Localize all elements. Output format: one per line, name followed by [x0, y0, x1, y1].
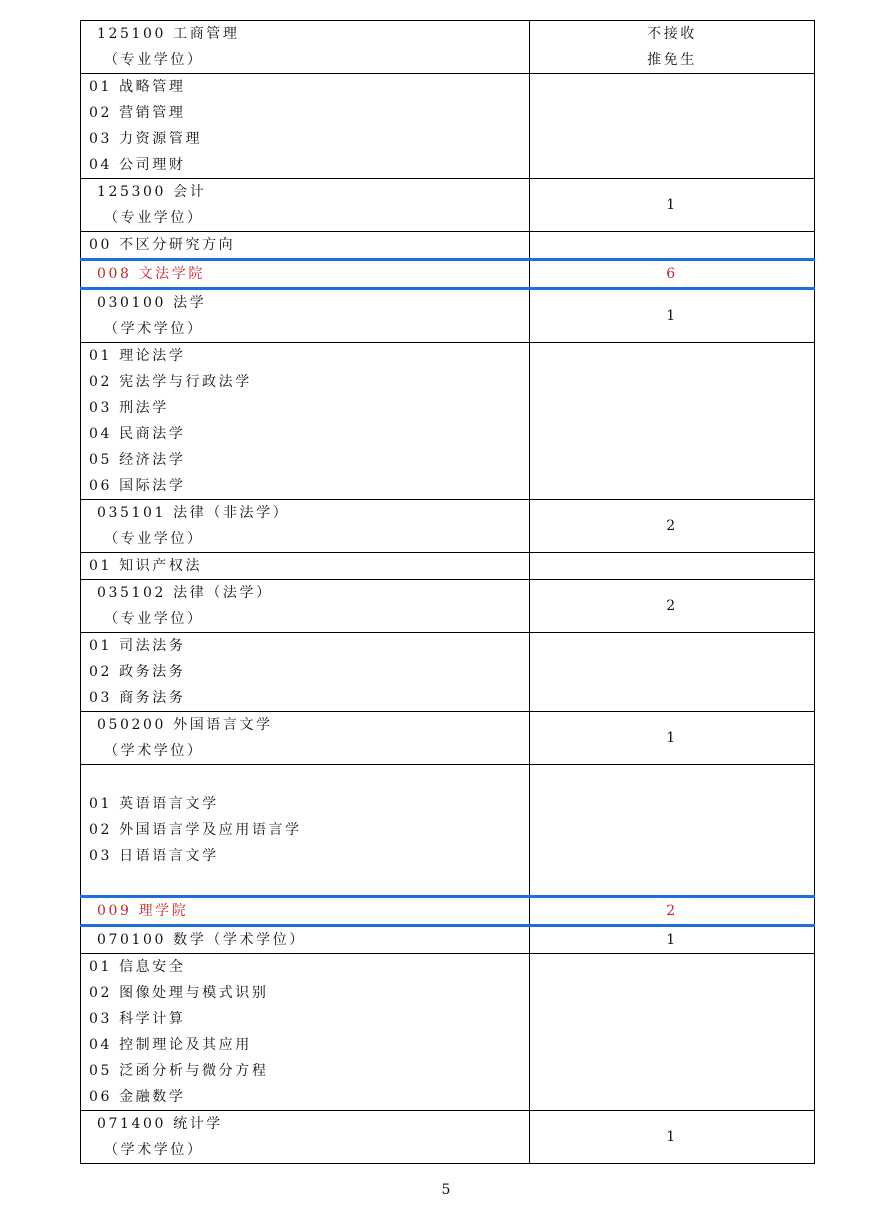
direction-item: 02 政务法务: [89, 664, 186, 680]
department-quota: 6: [530, 260, 815, 289]
direction-item: 01 知识产权法: [89, 558, 203, 574]
quota-cell: 1: [530, 1111, 815, 1164]
quota-note: 不接收: [647, 26, 697, 42]
quota-cell: [530, 74, 815, 179]
directions-cell: [81, 954, 530, 1111]
major-title: 050200 外国语言文学: [97, 717, 273, 733]
directions-cell: [81, 74, 530, 179]
directions-row: [81, 765, 815, 897]
major-title: 035101 法律（非法学）: [97, 505, 290, 521]
major-cell: [81, 926, 530, 954]
direction-item: 04 民商法学: [89, 426, 186, 442]
major-row: [81, 712, 815, 765]
degree-type: （学术学位）: [104, 1142, 204, 1158]
direction-item: 04 公司理财: [89, 157, 186, 173]
major-row: [81, 926, 815, 954]
major-row: [81, 1111, 815, 1164]
direction-item: 03 日语语言文学: [89, 848, 219, 864]
major-title: 125300 会计: [97, 184, 207, 200]
direction-item: 01 英语语言文学: [89, 796, 219, 812]
major-title: 071400 统计学: [97, 1116, 223, 1132]
degree-type: （学术学位）: [104, 321, 204, 337]
quota-cell: [530, 232, 815, 260]
degree-type: （专业学位）: [104, 531, 204, 547]
quota-cell: [530, 954, 815, 1111]
direction-item: 02 宪法学与行政法学: [89, 374, 252, 390]
directions-cell: [81, 232, 530, 260]
major-row: [81, 500, 815, 553]
degree-type: （专业学位）: [104, 611, 204, 627]
quota-cell: 1: [530, 179, 815, 232]
direction-item: 03 刑法学: [89, 400, 169, 416]
direction-item: 01 战略管理: [89, 79, 186, 95]
major-cell: [81, 712, 530, 765]
department-name: 009 理学院: [81, 897, 530, 926]
directions-row: [81, 954, 815, 1111]
degree-type: （专业学位）: [104, 52, 204, 68]
quota-cell: 2: [530, 500, 815, 553]
directions-row: [81, 553, 815, 580]
direction-item: 00 不区分研究方向: [89, 237, 236, 253]
department-name: 008 文法学院: [81, 260, 530, 289]
direction-item: 06 国际法学: [89, 478, 186, 494]
direction-item: 04 控制理论及其应用: [89, 1037, 252, 1053]
direction-item: 03 科学计算: [89, 1011, 186, 1027]
direction-item: 02 外国语言学及应用语言学: [89, 822, 302, 838]
quota-cell: 1: [530, 926, 815, 954]
quota-cell: [530, 21, 815, 74]
major-title: 030100 法学: [97, 295, 207, 311]
direction-item: 05 经济法学: [89, 452, 186, 468]
major-title: 125100 工商管理: [97, 26, 240, 42]
department-row: [81, 897, 815, 926]
directions-cell: [81, 553, 530, 580]
degree-type: （专业学位）: [104, 210, 204, 226]
direction-item: 03 力资源管理: [89, 131, 203, 147]
quota-cell: [530, 343, 815, 500]
direction-item: 03 商务法务: [89, 690, 186, 706]
major-row: [81, 289, 815, 343]
major-row: [81, 21, 815, 74]
major-cell: [81, 21, 530, 74]
directions-row: [81, 343, 815, 500]
major-cell: [81, 580, 530, 633]
direction-item: 01 司法法务: [89, 638, 186, 654]
direction-item: 06 金融数学: [89, 1089, 186, 1105]
degree-type: （学术学位）: [104, 743, 204, 759]
direction-item: 01 信息安全: [89, 959, 186, 975]
major-cell: [81, 179, 530, 232]
directions-cell: [81, 765, 530, 897]
major-title: 035102 法律（法学）: [97, 585, 273, 601]
quota-table: [80, 20, 815, 1164]
directions-cell: [81, 343, 530, 500]
major-cell: [81, 289, 530, 343]
quota-cell: [530, 633, 815, 712]
directions-row: [81, 633, 815, 712]
major-title: 070100 数学（学术学位）: [97, 932, 306, 948]
direction-item: 02 营销管理: [89, 105, 186, 121]
directions-row: [81, 74, 815, 179]
quota-cell: 1: [530, 712, 815, 765]
major-cell: [81, 1111, 530, 1164]
page-number: 5: [441, 1182, 451, 1198]
direction-item: 02 图像处理与模式识别: [89, 985, 269, 1001]
department-quota: 2: [530, 897, 815, 926]
major-row: [81, 179, 815, 232]
major-cell: [81, 500, 530, 553]
direction-item: 01 理论法学: [89, 348, 186, 364]
direction-item: 05 泛函分析与微分方程: [89, 1063, 269, 1079]
quota-note: 推免生: [647, 52, 697, 68]
admission-quota-table-page: [80, 20, 814, 1164]
quota-cell: 2: [530, 580, 815, 633]
quota-cell: 1: [530, 289, 815, 343]
directions-cell: [81, 633, 530, 712]
department-row: [81, 260, 815, 289]
quota-cell: [530, 765, 815, 897]
quota-cell: [530, 553, 815, 580]
major-row: [81, 580, 815, 633]
directions-row: [81, 232, 815, 260]
